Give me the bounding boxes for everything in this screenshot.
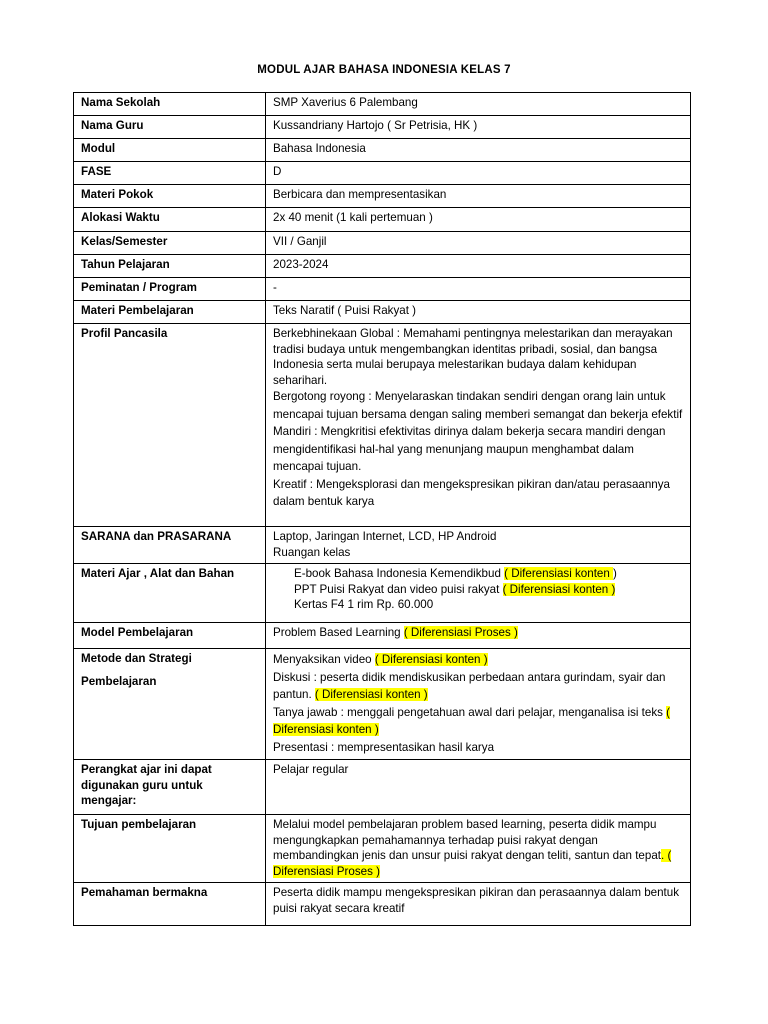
- row-value: Kussandriany Hartojo ( Sr Petrisia, HK ): [266, 116, 691, 139]
- row-value: Pelajar regular: [266, 760, 691, 815]
- table-row: [74, 324, 691, 527]
- table-row: [74, 93, 691, 116]
- row-value: -: [266, 278, 691, 301]
- table-row: [74, 564, 691, 623]
- row-label: Peminatan / Program: [74, 278, 266, 301]
- differentiation-tag: ( Diferensiasi konten: [504, 567, 614, 580]
- profil-item: Kreatif : Mengeksplorasi dan mengekspresikan pikiran dan/atau perasaannya dalam bentuk karya: [273, 477, 671, 508]
- row-label: SARANA dan PRASARANA: [74, 527, 266, 564]
- profil-item: Mandiri : Mengkritisi efektivitas dirinya dalam bekerja secara mandiri dengan mengidentifikasi hal-hal yang menunjang maupun menghambat dalam mencapai tujuan.: [273, 425, 666, 473]
- row-value: Problem Based Learning ( Diferensiasi Proses ): [266, 623, 691, 649]
- row-label: Kelas/Semester: [74, 232, 266, 255]
- row-label: Nama Sekolah: [74, 93, 266, 116]
- metode-line: Tanya jawab : menggali pengetahuan awal dari pelajar, menganalisa isi teks ( Diferensiasi konten ): [273, 705, 671, 736]
- row-value: 2023-2024: [266, 255, 691, 278]
- differentiation-tag: . ( Diferensiasi Proses ): [273, 849, 672, 878]
- row-label: Perangkat ajar ini dapat digunakan guru untuk mengajar:: [74, 760, 266, 815]
- row-value: VII / Ganjil: [266, 232, 691, 255]
- table-row: [74, 815, 691, 883]
- row-label: Materi Pokok: [74, 185, 266, 208]
- row-label: Nama Guru: [74, 116, 266, 139]
- row-label: Tahun Pelajaran: [74, 255, 266, 278]
- table-row: [74, 527, 691, 564]
- differentiation-tag: ( Diferensiasi konten ): [273, 705, 671, 736]
- row-value: [266, 324, 691, 527]
- metode-line: Presentasi : mempresentasikan hasil karya: [273, 740, 495, 754]
- differentiation-tag: ( Diferensiasi konten ): [314, 688, 428, 701]
- profil-item: Bergotong royong : Menyelaraskan tindakan sendiri dengan orang lain untuk mencapai tujuan bersama dengan saling memberi semangat dan bekerja efektif: [273, 390, 683, 421]
- table-row: [74, 649, 691, 760]
- differentiation-tag: ( Diferensiasi Proses ): [403, 626, 518, 639]
- profil-item: Berkebhinekaan Global : Memahami pentingnya melestarikan dan merayakan tradisi budaya untuk mengembangkan identitas pribadi, sosial, dan bangsa Indonesia serta mulai berupaya melestarikan budaya dalam kehidupan seharihari.: [273, 327, 673, 387]
- row-label: Pemahaman bermakna: [74, 883, 266, 926]
- materi-ajar-item: Kertas F4 1 rim Rp. 60.000: [294, 598, 434, 611]
- row-value: SMP Xaverius 6 Palembang: [266, 93, 691, 116]
- row-label: Materi Ajar , Alat dan Bahan: [74, 564, 266, 623]
- table-row: [74, 623, 691, 649]
- row-value: [266, 564, 691, 623]
- row-value: Melalui model pembelajaran problem based learning, peserta didik mampu mengungkapkan pemahamannya terhadap puisi rakyat dengan membandingkan jenis dan unsur puisi rakyat dengan teliti, santun dan tepat. ( Diferensiasi Proses ): [266, 815, 691, 883]
- differentiation-tag: ( Diferensiasi konten ): [374, 653, 488, 666]
- document-title: MODUL AJAR BAHASA INDONESIA KELAS 7: [257, 64, 511, 76]
- table-row: [74, 301, 691, 324]
- row-value: Teks Naratif ( Puisi Rakyat ): [266, 301, 691, 324]
- row-value: Berbicara dan mempresentasikan: [266, 185, 691, 208]
- row-value: D: [266, 162, 691, 185]
- table-row: [74, 278, 691, 301]
- sarana-line: Ruangan kelas: [273, 545, 351, 559]
- table-row: [74, 760, 691, 815]
- row-value: Bahasa Indonesia: [266, 139, 691, 162]
- table-row: [74, 116, 691, 139]
- row-value: [266, 649, 691, 760]
- row-label: Tujuan pembelajaran: [74, 815, 266, 883]
- row-value: Peserta didik mampu mengekspresikan pikiran dan perasaannya dalam bentuk puisi rakyat secara kreatif: [266, 883, 691, 926]
- table-row: [74, 232, 691, 255]
- sarana-line: Laptop, Jaringan Internet, LCD, HP Android: [273, 530, 497, 543]
- row-label: Metode dan Strategi Pembelajaran: [74, 649, 266, 760]
- row-label: Alokasi Waktu: [74, 208, 266, 232]
- table-row: [74, 185, 691, 208]
- row-label: Modul: [74, 139, 266, 162]
- metode-line: Menyaksikan video ( Diferensiasi konten ): [273, 653, 488, 666]
- materi-ajar-item: PPT Puisi Rakyat dan video puisi rakyat ( Diferensiasi konten ): [294, 582, 616, 596]
- row-value: 2x 40 menit (1 kali pertemuan ): [266, 208, 691, 232]
- differentiation-tag: ( Diferensiasi konten ): [502, 582, 616, 596]
- table-row: [74, 208, 691, 232]
- row-label: Materi Pembelajaran: [74, 301, 266, 324]
- table-row: [74, 255, 691, 278]
- row-label: FASE: [74, 162, 266, 185]
- table-row: [74, 162, 691, 185]
- metode-line: Diskusi : peserta didik mendiskusikan perbedaan antara gurindam, syair dan pantun. ( Diferensiasi konten ): [273, 670, 666, 701]
- row-value: [266, 527, 691, 564]
- module-info-table: [73, 92, 691, 926]
- row-label: Model Pembelajaran: [74, 623, 266, 649]
- table-row: [74, 139, 691, 162]
- row-label: Profil Pancasila: [74, 324, 266, 527]
- table-row: [74, 883, 691, 926]
- materi-ajar-item: E-book Bahasa Indonesia Kemendikbud ( Diferensiasi konten ): [294, 567, 617, 580]
